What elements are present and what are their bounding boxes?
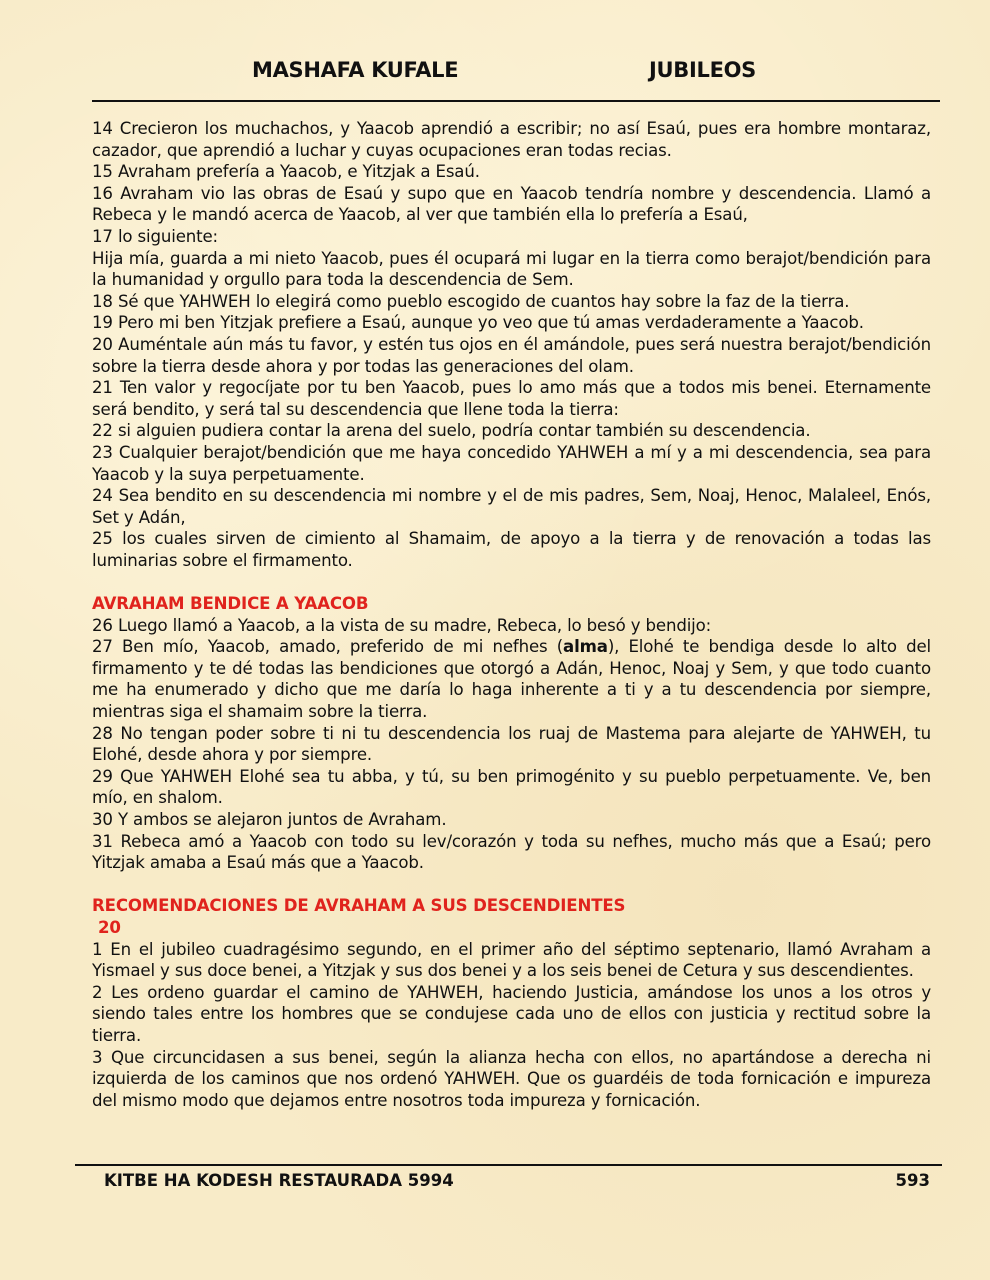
verse-paragraph: 1 En el jubileo cuadragésimo segundo, en el primer año del séptimo septenario, llamó Avraham a Yismael y sus doce benei, a Yitzjak y sus dos benei y a los seis benei de Cetura y sus descendientes. (92, 939, 931, 981)
verse-paragraph: 23 Cualquier berajot/bendición que me haya concedido YAHWEH a mí y a mi descendencia, sea para Yaacob y la suya perpetuamente. (92, 442, 931, 484)
verse-paragraph: 2 Les ordeno guardar el camino de YAHWEH, haciendo Justicia, amándose los unos a los otros y siendo tales entre los hombres que se condujese cada uno de ellos con justicia y rectitud sobre la tierra. (92, 982, 931, 1045)
section-heading: AVRAHAM BENDICE A YAACOB (92, 594, 369, 614)
verse-paragraph: 26 Luego llamó a Yaacob, a la vista de su madre, Rebeca, lo besó y bendijo: (92, 615, 712, 635)
page-header (92, 58, 940, 92)
verse-paragraph: 22 si alguien pudiera contar la arena del suelo, podría contar también su descendencia. (92, 421, 811, 441)
header-divider (92, 100, 940, 102)
footer-book-title: KITBE HA KODESH RESTAURADA 5994 (104, 1171, 454, 1190)
page-footer (75, 1171, 942, 1195)
verse-paragraph: 3 Que circuncidasen a sus benei, según la alianza hecha con ellos, no apartándose a derecha ni izquierda de los caminos que nos ordenó YAHWEH. Que os guardéis de toda fornicación e impureza del mismo modo que dejamos entre nosotros toda impureza y fornicación. (92, 1047, 931, 1110)
verse-paragraph: Hija mía, guarda a mi nieto Yaacob, pues él ocupará mi lugar en la tierra como berajot/bendición para la humanidad y orgullo para toda la descendencia de Sem. (92, 248, 931, 290)
verse-paragraph (92, 636, 931, 722)
verse-paragraph: 19 Pero mi ben Yitzjak prefiere a Esaú, aunque yo veo que tú amas verdaderamente a Yaacob. (92, 313, 864, 333)
verse-text: ), Elohé te bendiga desde lo alto del firmamento y te dé todas las bendiciones que otorgó a Adán, Henoc, Noaj y Sem, y que todo cuanto me ha enumerado y dicho que me daría lo haga inherente a ti y a tu descendencia por siempre, mientras siga el shamaim sobre la tierra. (92, 637, 931, 722)
header-book-title: MASHAFA KUFALE (252, 58, 459, 82)
verse-paragraph: 17 lo siguiente: (92, 226, 218, 246)
emphasized-word: alma (563, 637, 608, 657)
footer-divider (75, 1164, 942, 1166)
section-gap (92, 874, 931, 896)
verse-paragraph: 14 Crecieron los muchachos, y Yaacob aprendió a escribir; no así Esaú, pues era hombre montaraz, cazador, que aprendió a luchar y cuyas ocupaciones eran todas recias. (92, 119, 931, 160)
section-heading: RECOMENDACIONES DE AVRAHAM A SUS DESCENDIENTES (92, 896, 626, 916)
verse-paragraph: 25 los cuales sirven de cimiento al Shamaim, de apoyo a la tierra y de renovación a todas las luminarias sobre el firmamento. (92, 529, 931, 570)
verse-paragraph: 24 Sea bendito en su descendencia mi nombre y el de mis padres, Sem, Noaj, Henoc, Malaleel, Enós, Set y Adán, (92, 486, 931, 527)
verse-paragraph: 20 Auméntale aún más tu favor, y estén tus ojos en él amándole, pues será nuestra berajot/bendición sobre la tierra desde ahora y por todas las generaciones del olam. (92, 334, 931, 376)
page-body (92, 118, 931, 1111)
verse-paragraph: 15 Avraham prefería a Yaacob, e Yitzjak a Esaú. (92, 162, 480, 182)
verse-paragraph: 21 Ten valor y regocíjate por tu ben Yaacob, pues lo amo más que a todos mis benei. Eternamente será bendito, y será tal su descendencia que llene toda la tierra: (92, 378, 931, 419)
chapter-number: 20 (98, 917, 121, 937)
verse-paragraph: 28 No tengan poder sobre ti ni tu descendencia los ruaj de Mastema para alejarte de YAHWEH, tu Elohé, desde ahora y por siempre. (92, 723, 931, 765)
verse-text: 27 Ben mío, Yaacob, amado, preferido de mi nefhes ( (92, 637, 564, 657)
verse-paragraph: 16 Avraham vio las obras de Esaú y supo que en Yaacob tendría nombre y descendencia. Llamó a Rebeca y le mandó acerca de Yaacob, al ver que también ella lo prefería a Esaú, (92, 183, 931, 225)
section-gap (92, 571, 931, 593)
verse-paragraph: 29 Que YAHWEH Elohé sea tu abba, y tú, su ben primogénito y su pueblo perpetuamente. Ve, ben mío, en shalom. (92, 766, 931, 808)
verse-paragraph: 30 Y ambos se alejaron juntos de Avraham. (92, 810, 447, 829)
page-number: 593 (895, 1171, 930, 1190)
verse-paragraph: 31 Rebeca amó a Yaacob con todo su lev/corazón y toda su nefhes, mucho más que a Esaú; pero Yitzjak amaba a Esaú más que a Yaacob. (92, 831, 931, 873)
header-section-title: JUBILEOS (649, 58, 756, 82)
verse-paragraph: 18 Sé que YAHWEH lo elegirá como pueblo escogido de cuantos hay sobre la faz de la tierra. (92, 291, 850, 311)
